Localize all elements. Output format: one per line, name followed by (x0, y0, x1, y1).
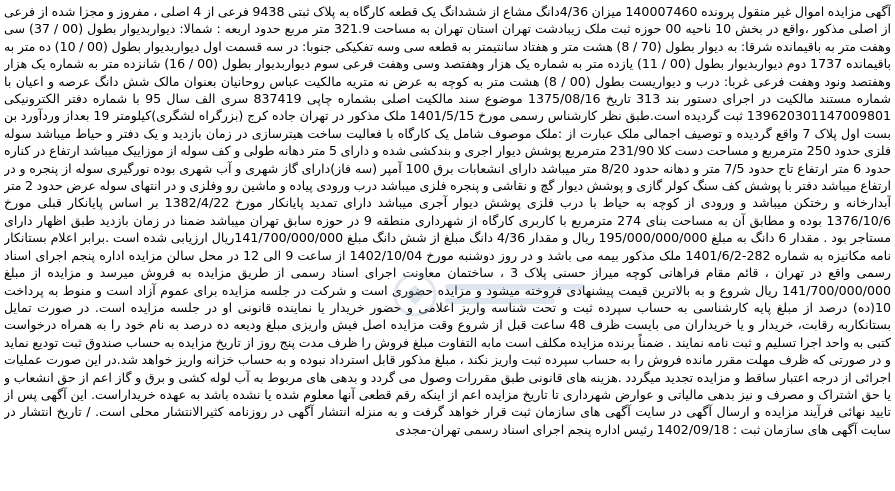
auction-notice (4, 3, 891, 489)
auction-notice-body: آگهی مزایده اموال غیر منقول پرونده 140007460 میزان 4/36دانگ مشاع از ششدانگ یک قطعه کارگاه به پلاک ثبتی 9438 فرعی از 4 اصلی ، مفروز و مجزا شده از فرعی از اصلی مذکور ،واقع در بخش 10 ناحیه 00 حوزه ثبت ملک زیبادشت تهران استان تهران به مساحت 321.9 متر مربع حدود اربعه : شمالا: دیواربدیوار بطول (00 / 37) سی وهفت متر به باقیمانده شرقا: به دیوار بطول (70 / 8) هشت متر و هفتاد سانتیمتر به قطعه سی وسه تفکیکی جنوبا: در سه قسمت اول دیواربدیوار بطول (00 / 10) ده متر به باقیمانده 1737 دوم دیواربدیوار بطول (00 / 11) یازده متر به شماره یک هزار وهفتصد وسی وهفت فرعی سوم دیواربدیوار بطول (00 / 16) شانزده متر به شماره یک هزار وهفتصد ونود وهفت فرعی غربا: درب و دیواریست بطول (00 / 8) هشت متر به کوچه به عرض نه متریه مالکیت عباس روحانیان بعنوان مالک شش دانگ عرصه و اعیان با شماره مستند مالکیت در اجرای دستور بند 313 تاریخ 1375/08/16 موضوع سند مالکیت اصلی بشماره چاپی 837419 سری الف سال 95 با شماره دفتر الکترونیکی 139620301147009801 ثبت گردیده است.طبق نظر کارشناس رسمی مورخ 1401/5/15 ملک مذکور در تهران جاده کرج (بزرگراه لشگری)کیلومتر 19 بعداز وردآورد بن بست اول پلاک 7 واقع گردیده و توصیف اجمالی ملک عبارت از :ملک موصوف شامل یک کارگاه با فعالیت ساخت هیترسازی در زمان بازدید و یک دفتر و حیاط میباشد سوله فلزی حدود 250 مترمربع و مساحت دست کلا 231/90 مترمربع پوشش دیوار اجری و بندکشی شده و دارای 5 متر دهانه طولی و کف سوله از موزاییک میباشد ارتفاع در کناره حدود 6 متر ارتفاع تاج حدود 7/5 متر و دهانه حدود 8/20 متر میباشد دارای انشعابات برق 100 آمپر (سه فاز)دارای گاز شهری و آب شهری بوده نورگیری سوله از پنجره و در ارتفاع میباشد دفتر با پوشش کف سنگ کولر گازی و پوشش دیوار گچ و نقاشی و پنجره فلزی میباشد درب ورودی پیاده و ماشین رو وفلزی و در انتهای سوله عرض حدود 2 متر آبدارخانه و رختکن میباشد و ورودی از کوچه به حیاط با درب فلزی پوشش دیوار آجری میباشد دارای تمدید پایانکار مورخ 1382/4/22 بر اساس پایانکار قبلی مورخ 1376/10/6 بوده و مطابق آن به مساحت بنای 274 مترمربع با کاربری کارگاه از شهرداری منطقه 9 در حوزه سابق تهران میباشد ضمنا در زمان بازدید طبق اظهار دارای مستاجر بود . مقدار 6 دانگ به مبلغ 195/000/000/000 ریال و مقدار 4/36 دانگ مبلغ از شش دانگ مبلغ 141/700/000/000ریال ارزیابی شده است .برابر اعلام بستانکار نامه مکانیزه به شماره 282-1401/6/2 ملک مذکور بیمه می باشد و در روز دوشنبه مورخ 1402/10/04 از ساعت 9 الی 12 در محل سالن مزایده اداره پنجم اجرای اسناد رسمی واقع در تهران ، قائم مقام فراهانی کوچه میراز حسنی پلاک 3 ، ساختمان معاونت اجرای اسناد رسمی از طریق مزایده به فروش میرسد و مزایده از مبلغ 141/700/000/000 ریال شروع و به بالاترین قیمت پیشنهادی فروخته میشود و مزایده حضوری است و شرکت در جلسه مزایده برای عموم آزاد است و منوط به پرداخت 10(ده) درصد از مبلغ پایه کارشناسی به حساب سپرده ثبت و تحت شناسه واریز اعلامی و حضور خریدار یا نماینده قانونی او در جلسه مزایده است. در صورت تمایل بستانکاربه رقابت، خریدار و یا خریداران می بایست ظرف 48 ساعت قبل از شروع وقت مزایده اصل فیش واریزی مبلغ ودیعه ده درصد به نام خود را به همراه درخواست کتبی به واحد اجرا تسلیم و ثبت نامه نمایند . ضمناً برنده مزایده مکلف است مابه التفاوت مبلغ فروش را ظرف مدت پنج روز از تاریخ مزایده به حساب صندوق ثبت تودیع نماید و در صورتی که ظرف مهلت مقرر مانده فروش را به حساب سپرده ثبت واریز نکند ، مبلغ مذکور قابل استرداد نبوده و به حساب خزانه واریز خواهد شد.در این صورت عملیات اجرائی از درجه اعتبار ساقط و مزایده تجدید میگردد .هزینه های قانونی طبق مقررات وصول می گردد و بدهی های مربوط به آب لوله کشی و برق و گاز اعم از حق انشعاب و یا حق اشتراک و مصرف و نیز بدهی مالیاتی و عوارض شهرداری تا تاریخ مزایده اعم از اینکه رقم قطعی آنها معلوم شده یا نشده باشد به عهده خریداراست. این آگهی پس از تایید نهائی فرآیند مزایده و ارسال آگهی در سایت آگهی های سازمان ثبت قرار خواهد گرفت و به منزله انتشار آگهی در روزنامه کثیرالانتشار محلی است. / تاریخ انتشار در سایت آگهی های سازمان ثبت : 1402/09/18 رئیس اداره پنجم اجرای اسناد رسمی تهران-مجدی (4, 4, 891, 437)
